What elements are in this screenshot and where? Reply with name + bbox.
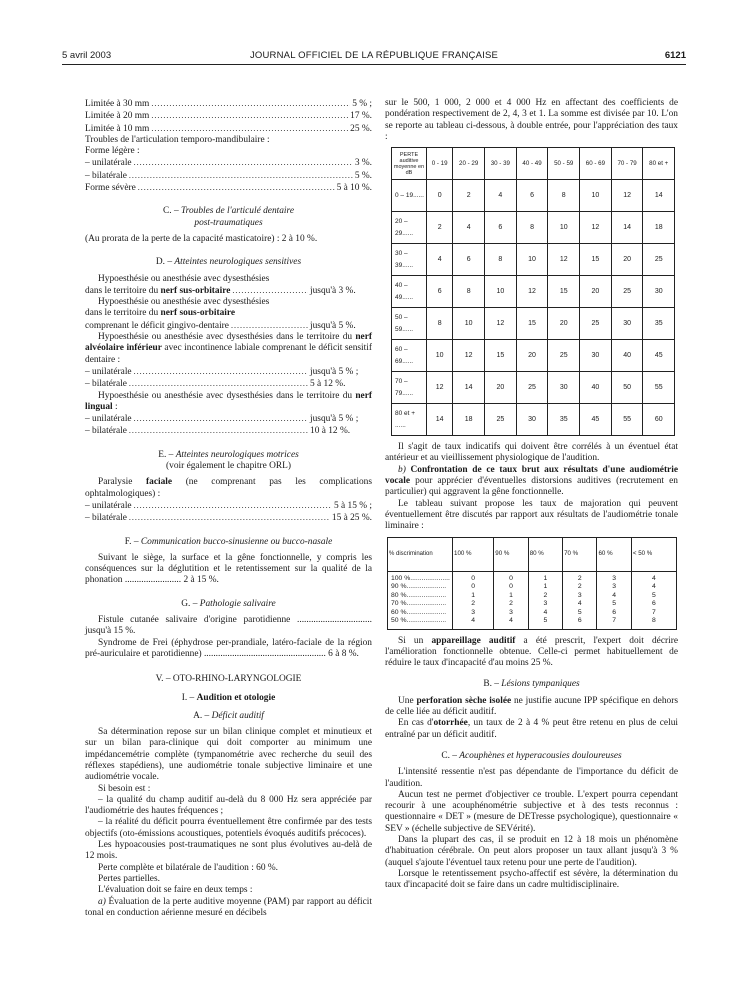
r4-paragraph: Le tableau suivant propose les taux de majoration qui peuvent éventuellement être discutés par rapport aux résultats de l'audiométrie tonale liminaire : [385, 498, 678, 532]
table-cell: 12 [580, 212, 612, 244]
table-cell: 25 [485, 404, 517, 436]
section-a-heading: A. – Déficit auditif [193, 710, 264, 721]
table-cell: 3 [494, 609, 528, 618]
table-cell: 0 [453, 583, 494, 592]
section-d-heading: D. – Atteintes neurologiques sensitives [155, 257, 302, 268]
discrimination-table-body [388, 571, 677, 629]
section-c-right-heading: C. – Acouphènes et hyperacousies douloureuses [441, 750, 622, 761]
table-cell: 5 [528, 617, 562, 629]
table-row-label: 80 %..................... [388, 592, 453, 601]
table-cell: 30 [548, 372, 580, 404]
table-cell: 30 [580, 340, 612, 372]
table-cell: 12 [485, 308, 517, 340]
section-c-heading: C. – Troubles de l'articulé dentaire post-traumatiques [163, 206, 294, 228]
table-cell: 10 [548, 212, 580, 244]
table-row-label: 90 %..................... [388, 583, 453, 592]
page-header [62, 50, 686, 64]
table-cell: 55 [643, 372, 675, 404]
table-cell: 5 [563, 609, 597, 618]
table-cell: 3 [453, 609, 494, 618]
d3-row: – unilatérale ..... jusqu'à 5 % ; [85, 366, 372, 378]
table-header-row [388, 537, 677, 571]
r2-paragraph: Il s'agit de taux indicatifs qui doivent être corrélés à un éventuel état antérieur et au vieillissement physiologique de l'audition. [385, 442, 678, 464]
table-cell: 8 [631, 617, 676, 629]
atm-severe-row: Forme sévère ..... 5 à 10 %. [85, 182, 372, 194]
table-cell: 3 [597, 571, 631, 583]
table-cell: 3 [597, 583, 631, 592]
table-row-label: 0 – 19...... [392, 180, 427, 212]
a7-paragraph: Pertes partielles. [98, 873, 160, 884]
d2-line2: dans le territoire du nerf sous-orbitaire [85, 308, 236, 319]
d4-row: – unilatérale ..... jusqu'à 5 % ; [85, 413, 372, 425]
table-row-label: 100 %..................... [388, 571, 453, 583]
table-column-header: 30 - 39 [485, 148, 517, 180]
table-cell: 8 [453, 276, 485, 308]
a2-paragraph: Si besoin est : [98, 783, 151, 794]
c2-paragraph: Aucun test ne permet d'objectiver ce trouble. L'expert pourra cependant recourir à une acouphénométrie subjective et à des tests reconnus : questionnaire « DET » (mesure de DETresse psychologique), questionnaire « SEV » (échelle subjective de SEVérité). [385, 789, 678, 834]
table-corner-header: PERTE auditive moyenne en dB [392, 148, 427, 180]
table-cell: 35 [643, 308, 675, 340]
table-column-header: 60 - 69 [580, 148, 612, 180]
a6-paragraph: Perte complète et bilatérale de l'audition : 60 %. [98, 862, 279, 873]
table-column-header: < 50 % [631, 537, 676, 571]
section-c-text: (Au prorata de la perte de la capacité masticatoire) : 2 à 10 %. [85, 233, 318, 244]
table-cell: 4 [631, 583, 676, 592]
table-cell: 6 [453, 244, 485, 276]
table-row-label: 60 %..................... [388, 609, 453, 618]
g1-paragraph: Fistule cutanée salivaire d'origine parotidienne ................................ jusqu'à 15 %. [85, 614, 373, 637]
table-cell: 8 [548, 180, 580, 212]
table-row-label: 30 – 39...... [392, 244, 427, 276]
table-row [392, 404, 675, 436]
table-cell: 12 [548, 244, 580, 276]
table-row [388, 583, 677, 592]
g2-paragraph: Syndrome de Frei (éphydrose per-prandiale, latéro-faciale de la région pré-auriculaire et parotidienne) .................................................... 6 à 8 %. [85, 637, 372, 659]
table-column-header: 80 et + [643, 148, 675, 180]
a8-paragraph: L'évaluation doit se faire en deux temps : [98, 885, 253, 896]
b2-paragraph: En cas d'otorrhée, un taux de 2 à 4 % peut être retenu en plus de celui entraîné par un déficit auditif. [385, 718, 678, 740]
table-cell: 10 [516, 244, 548, 276]
d3-row: – bilatérale ..... 5 à 12 %. [85, 378, 372, 390]
f1-paragraph: Suivant le siège, la surface et la gêne fonctionnelle, y compris les conséquences sur la déglutition et le retentissement sur la qualité de la phonation ........................ 2 à 15 %. [85, 552, 372, 586]
table-row-label: 70 – 79...... [392, 372, 427, 404]
table-cell: 50 [611, 372, 643, 404]
d4-paragraph: Hypoesthésie ou anesthésie avec dysesthésies dans le territoire du nerf lingual : [85, 390, 372, 412]
table-cell: 10 [453, 308, 485, 340]
table-cell: 4 [563, 600, 597, 609]
table-cell: 4 [427, 244, 453, 276]
table-cell: 8 [485, 244, 517, 276]
d3-paragraph: Hypoesthésie ou anesthésie avec dysesthésies dans le territoire du nerf alvéolaire inférieur avec incontinence labiale comprenant le déficit sensitif dentaire : [85, 332, 372, 365]
table-cell: 14 [453, 372, 485, 404]
table-cell: 14 [643, 180, 675, 212]
table-cell: 6 [516, 180, 548, 212]
e-row: – unilatérale ..... 5 à 15 % ; [85, 500, 372, 512]
table-cell: 4 [453, 617, 494, 629]
c4-paragraph: Lorsque le retentissement psycho-affectif est sévère, la détermination du taux d'incapacité doit se faire dans un cadre multidisciplinaire. [385, 868, 678, 891]
table-cell: 18 [453, 404, 485, 436]
hearing-loss-table-body [392, 180, 675, 436]
table-row-label: 50 – 59...... [392, 308, 427, 340]
table-cell: 14 [427, 404, 453, 436]
table-cell: 18 [643, 212, 675, 244]
table-cell: 2 [453, 600, 494, 609]
header-date: 5 avril 2003 [62, 50, 112, 61]
atm-row: – bilatérale ..... 5 %. [85, 170, 372, 182]
table-cell: 2 [427, 212, 453, 244]
c1-paragraph: L'intensité ressentie n'est pas dépendante de l'importance du déficit de l'audition. [385, 767, 678, 789]
header-page-number: 6121 [664, 50, 686, 61]
table-cell: 3 [528, 600, 562, 609]
table-column-header: 70 % [563, 537, 597, 571]
table-cell: 2 [528, 592, 562, 601]
table-cell: 6 [631, 600, 676, 609]
table-cell: 4 [494, 617, 528, 629]
table-cell: 4 [528, 609, 562, 618]
c3-paragraph: Dans la plupart des cas, il se produit en 12 à 18 mois un phénomène d'habituation cérébrale. On peut alors proposer un taux allant jusqu'à 3 % (auquel s'ajoute l'éventuel taux retenu pour une perte de l'audition). [385, 835, 678, 868]
table-cell: 20 [548, 308, 580, 340]
table-cell: 12 [611, 180, 643, 212]
table-cell: 4 [597, 592, 631, 601]
table-cell: 4 [453, 212, 485, 244]
table-row [388, 592, 677, 601]
table-cell: 35 [548, 404, 580, 436]
hearing-loss-table [391, 147, 675, 436]
table-row [388, 600, 677, 609]
right-column [385, 98, 678, 892]
d2-line3: comprenant le déficit gingivo-dentaire ..... jusqu'à 5 %. [85, 320, 372, 332]
table-cell: 0 [494, 571, 528, 583]
atm-form-light: Forme légère : [85, 146, 140, 157]
table-cell: 2 [494, 600, 528, 609]
table-row [392, 180, 675, 212]
table-column-header: 60 % [597, 537, 631, 571]
section-f-heading: F. – Communication bucco-sinusienne ou bucco-nasale [124, 536, 333, 547]
table-cell: 6 [485, 212, 517, 244]
table-row-label: 20 – 29...... [392, 212, 427, 244]
table-cell: 0 [427, 180, 453, 212]
left-column [85, 98, 372, 919]
section-b-heading: B. – Lésions tympaniques [483, 679, 580, 690]
section-e-heading: E. – Atteintes neurologiques motrices (voir également le chapitre ORL) [158, 449, 299, 472]
table-column-header: 80 % [528, 537, 562, 571]
table-cell: 20 [580, 276, 612, 308]
table-cell: 40 [580, 372, 612, 404]
table-row-label: 40 – 49...... [392, 276, 427, 308]
table-cell: 6 [427, 276, 453, 308]
table-cell: 6 [563, 617, 597, 629]
section-v-heading: V. – OTO-RHINO-LARYNGOLOGIE [155, 674, 302, 685]
table-row [388, 571, 677, 583]
discrimination-table [387, 537, 677, 630]
table-cell: 0 [453, 571, 494, 583]
table-cell: 12 [427, 372, 453, 404]
limit-row: Limitée à 10 mm ..... 25 %. [85, 123, 372, 135]
table-cell: 25 [516, 372, 548, 404]
table-cell: 5 [597, 600, 631, 609]
table-cell: 15 [485, 340, 517, 372]
a3-paragraph: – la qualité du champ auditif au-delà du 8 000 Hz sera appréciée par l'audiométrie des hautes fréquences ; [85, 794, 372, 817]
table-cell: 25 [611, 276, 643, 308]
table-cell: 1 [494, 592, 528, 601]
table-row [392, 244, 675, 276]
e-row: – bilatérale ..... 15 à 25 %. [85, 512, 372, 524]
table-cell: 15 [548, 276, 580, 308]
header-journal-title: JOURNAL OFFICIEL DE LA RÉPUBLIQUE FRANÇAISE [249, 50, 499, 61]
table-cell: 0 [494, 583, 528, 592]
table-cell: 2 [453, 180, 485, 212]
a1-paragraph: Sa détermination repose sur un bilan clinique complet et minutieux et sur un bilan para-clinique qui doit comporter au minimum une impédancemétrie complète (tympanométrie avec recherche du seuil des réflexes stapédiens), une audiométrie tonale subjective liminaire et une audiométrie vocale. [85, 727, 372, 783]
table-header-row [392, 148, 675, 180]
table-cell: 20 [611, 244, 643, 276]
section-i-heading: I. – Audition et otologie [181, 693, 276, 704]
limit-row: Limitée à 30 mm ..... 5 % ; [85, 98, 372, 110]
table-cell: 20 [516, 340, 548, 372]
d4-row: – bilatérale ..... 10 à 12 %. [85, 425, 372, 437]
table-cell: 4 [485, 180, 517, 212]
table-cell: 10 [485, 276, 517, 308]
table-row [392, 212, 675, 244]
e1-paragraph: Paralysie faciale (ne comprenant pas les complications ophtalmologiques) : [85, 477, 372, 499]
table-row-label: 50 %..................... [388, 617, 453, 629]
table-cell: 1 [528, 571, 562, 583]
table-cell: 14 [611, 212, 643, 244]
table-row [392, 340, 675, 372]
table-cell: 25 [643, 244, 675, 276]
table-cell: 15 [580, 244, 612, 276]
table-cell: 12 [516, 276, 548, 308]
table-corner-header: % discrimination [388, 537, 453, 571]
table-column-header: 100 % [453, 537, 494, 571]
table-row [388, 617, 677, 629]
table-row [392, 276, 675, 308]
table-cell: 6 [597, 609, 631, 618]
table-cell: 1 [453, 592, 494, 601]
table-cell: 55 [611, 404, 643, 436]
table-cell: 1 [528, 583, 562, 592]
table-row [392, 372, 675, 404]
table-column-header: 0 - 19 [427, 148, 453, 180]
table-cell: 10 [427, 340, 453, 372]
table-cell: 2 [563, 583, 597, 592]
table-cell: 10 [580, 180, 612, 212]
table-cell: 20 [485, 372, 517, 404]
a9-paragraph: a) Évaluation de la perte auditive moyenne (PAM) par rapport au déficit tonal en conduction aérienne mesuré en décibels [85, 896, 372, 918]
table-cell: 5 [631, 592, 676, 601]
table-column-header: 90 % [494, 537, 528, 571]
table-cell: 7 [597, 617, 631, 629]
table-row-label: 80 et + ...... [392, 404, 427, 436]
atm-title: Troubles de l'articulation temporo-mandibulaire : [85, 134, 270, 145]
table-cell: 15 [516, 308, 548, 340]
table-cell: 25 [580, 308, 612, 340]
table-cell: 30 [611, 308, 643, 340]
table-row-label: 60 – 69...... [392, 340, 427, 372]
table-column-header: 20 - 29 [453, 148, 485, 180]
table-cell: 60 [643, 404, 675, 436]
table-cell: 45 [643, 340, 675, 372]
table-cell: 30 [643, 276, 675, 308]
limit-row: Limitée à 20 mm ..... 17 %. [85, 110, 372, 122]
r1-paragraph: sur le 500, 1 000, 2 000 et 4 000 Hz en affectant des coefficients de pondération respectivement de 2, 4, 3 et 1. La somme est divisée par 10. L'on se reporte au tableau ci-dessous, à double entrée, pour l'appréciation des taux : [385, 98, 678, 142]
table-column-header: 40 - 49 [516, 148, 548, 180]
table-cell: 8 [516, 212, 548, 244]
table-cell: 45 [580, 404, 612, 436]
table-row [392, 308, 675, 340]
a5-paragraph: Les hypoacousies post-traumatiques ne sont plus évolutives au-delà de 12 mois. [85, 840, 372, 862]
table-column-header: 70 - 79 [611, 148, 643, 180]
table-cell: 8 [427, 308, 453, 340]
table-cell: 30 [516, 404, 548, 436]
header-rule [62, 64, 686, 65]
r3-paragraph: b) Confrontation de ce taux brut aux résultats d'une audiométrie vocale pour apprécier d'éventuelles distorsions auditives (recrutement en particulier) qui aggravent la gêne fonctionnelle. [385, 464, 678, 498]
table-row [388, 609, 677, 618]
d1-line2: dans le territoire du nerf sus-orbitaire ..... jusqu'à 3 %. [85, 285, 372, 297]
table-cell: 40 [611, 340, 643, 372]
r5-paragraph: Si un appareillage auditif a été prescrit, l'expert doit décrire l'amélioration fonctionnelle obtenue. Celle-ci permet habituellement de réduire le taux d'incapacité d'au moins 25 %. [385, 635, 678, 669]
a4-paragraph: – la réalité du déficit pourra éventuellement être confirmée par des tests objectifs (oto-émissions acoustiques, potentiels évoqués auditifs précoces). [85, 817, 372, 839]
table-cell: 12 [453, 340, 485, 372]
table-cell: 25 [548, 340, 580, 372]
section-g-heading: G. – Pathologie salivaire [181, 598, 276, 609]
atm-row: – unilatérale ..... 3 %. [85, 157, 372, 169]
d2-line1: Hypoesthésie ou anesthésie avec dysesthésies [98, 297, 270, 308]
table-row-label: 70 %..................... [388, 600, 453, 609]
table-cell: 2 [563, 571, 597, 583]
table-cell: 4 [631, 571, 676, 583]
b1-paragraph: Une perforation sèche isolée ne justifie aucune IPP spécifique en dehors de celle liée au déficit auditif. [385, 695, 678, 718]
d1-line1: Hypoesthésie ou anesthésie avec dysesthésies [98, 273, 270, 284]
table-column-header: 50 - 59 [548, 148, 580, 180]
table-cell: 3 [563, 592, 597, 601]
table-cell: 7 [631, 609, 676, 618]
